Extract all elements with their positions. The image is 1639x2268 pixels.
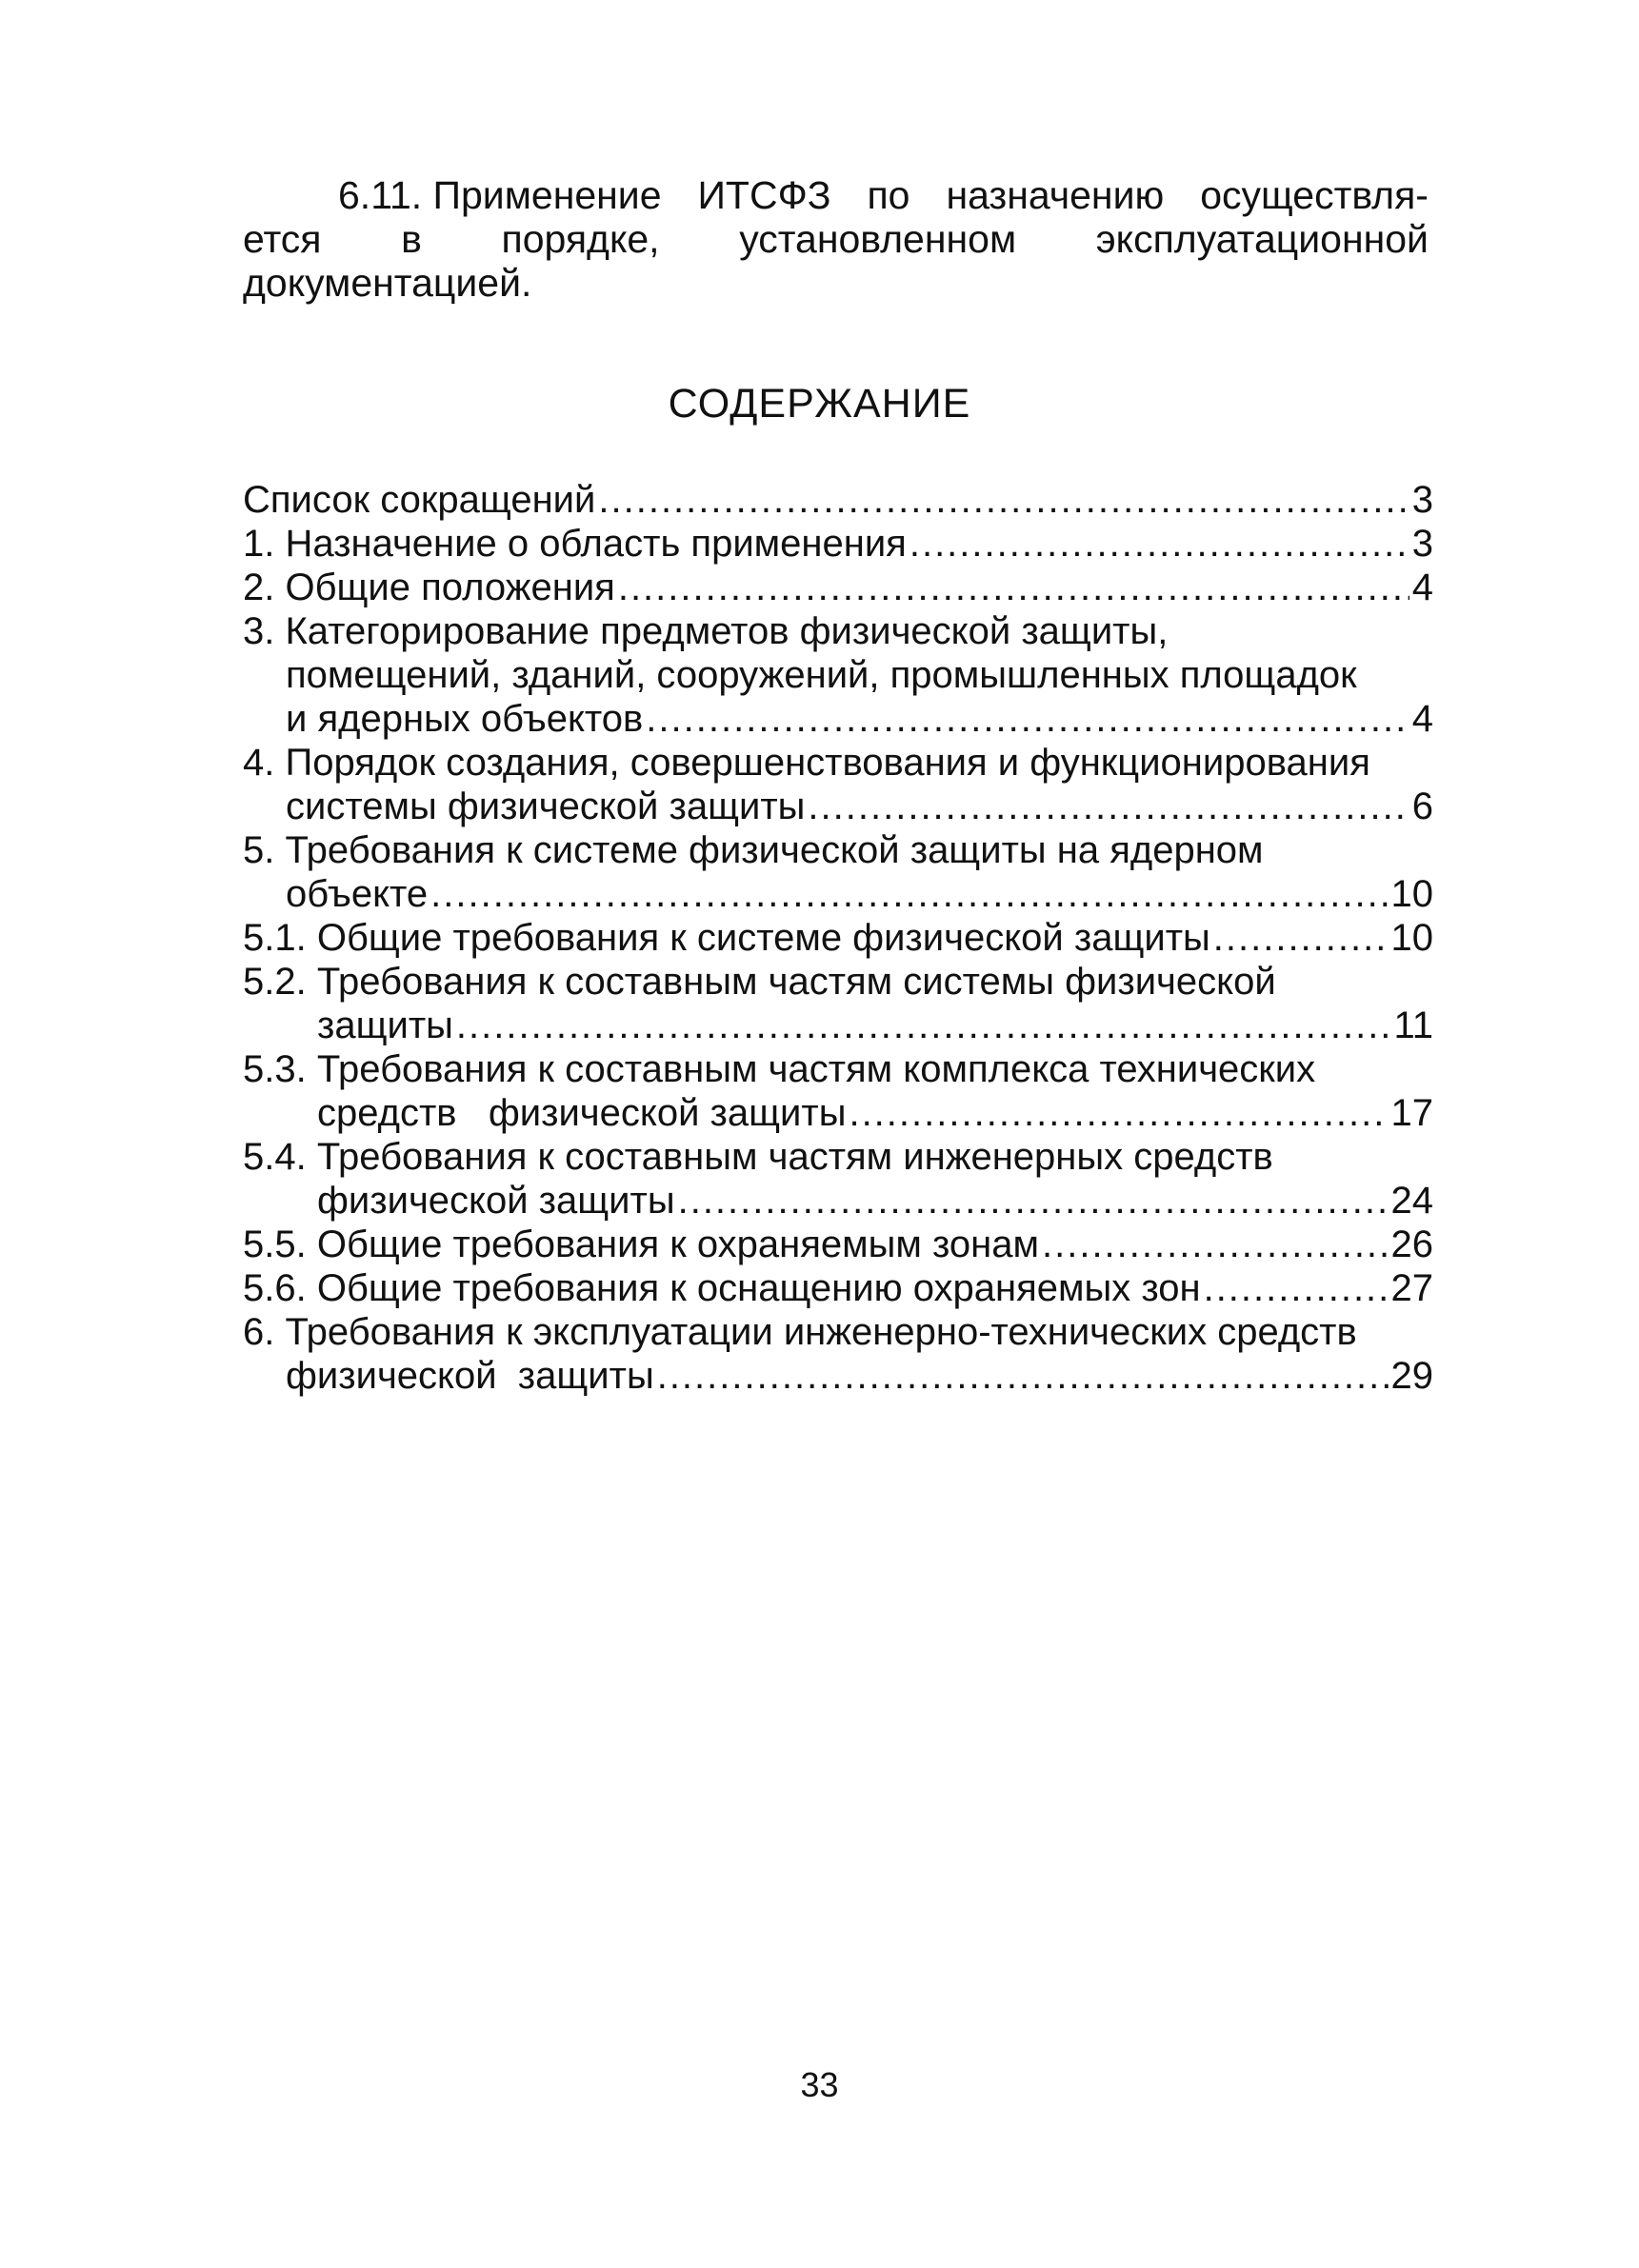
toc-entry-heading-line[interactable] (243, 960, 1433, 1004)
toc-entry-text: 5.3. Требования к составным частям комплекса технических (243, 1048, 1316, 1090)
toc-entry[interactable] (243, 1266, 1433, 1310)
toc-entry[interactable] (243, 566, 1433, 609)
toc-entry-page: 3 (1411, 523, 1433, 565)
toc-entry-page: 4 (1411, 567, 1433, 608)
toc-dot-leader (1213, 916, 1389, 960)
intro-word: осуществля- (1200, 173, 1429, 217)
page-number: 33 (800, 2065, 839, 2104)
toc-dot-leader (430, 872, 1388, 916)
intro-word: эксплуатационной (1095, 217, 1429, 261)
toc-entry-text: и ядерных объектов (286, 698, 644, 740)
toc-entry-heading-line[interactable] (243, 741, 1433, 785)
intro-word: назначению (946, 173, 1165, 217)
intro-word: порядке, (501, 217, 660, 261)
toc-entry[interactable] (243, 522, 1433, 566)
intro-paragraph (243, 173, 1429, 305)
intro-word: 6.11. Применение (338, 173, 662, 217)
toc-entry-page: 10 (1390, 917, 1433, 959)
toc-entry-continuation[interactable] (243, 697, 1433, 741)
intro-line-2 (243, 217, 1429, 261)
toc-dot-leader (1204, 1266, 1389, 1310)
toc-entry-heading-line[interactable] (243, 1310, 1433, 1354)
toc-entry-page: 6 (1411, 786, 1433, 827)
toc-dot-leader (456, 1004, 1391, 1047)
toc-entry-continuation[interactable] (243, 785, 1433, 828)
toc-dot-leader (657, 1354, 1389, 1398)
toc-entry-text: 3. Категорирование предметов физической защиты, (243, 610, 1169, 652)
toc-entry-text: 5.6. Общие требования к оснащению охраняемых зон (243, 1267, 1201, 1309)
toc-entry-text: защиты (317, 1005, 453, 1046)
toc-entry-page: 4 (1411, 698, 1433, 740)
toc-entry-heading-line[interactable] (243, 1047, 1433, 1091)
table-of-contents (243, 478, 1433, 1398)
toc-entry-text: 6. Требования к эксплуатации инженерно-технических средств (243, 1311, 1357, 1353)
toc-entry-text: объекте (286, 873, 429, 915)
toc-entry[interactable] (243, 1223, 1433, 1266)
toc-dot-leader (808, 785, 1409, 828)
toc-entry-continuation[interactable] (243, 1091, 1433, 1135)
intro-line-3 (243, 261, 1429, 305)
toc-entry-page: 11 (1393, 1005, 1433, 1046)
toc-entry-text: физической защиты (286, 1355, 654, 1397)
toc-entry-heading-line[interactable] (243, 1135, 1433, 1179)
intro-word: документацией. (243, 261, 532, 305)
toc-entry-text: Список сокращений (243, 479, 596, 521)
toc-dot-leader (598, 478, 1409, 522)
toc-dot-leader (646, 697, 1409, 741)
toc-entry-heading-line[interactable] (243, 609, 1433, 653)
intro-word: ется (243, 217, 322, 261)
toc-entry-page: 24 (1390, 1180, 1433, 1222)
toc-dot-leader (1042, 1223, 1389, 1266)
toc-entry-page: 17 (1390, 1092, 1433, 1134)
toc-entry-continuation[interactable] (243, 872, 1433, 916)
toc-entry-page: 3 (1411, 479, 1433, 521)
toc-entry-page: 10 (1390, 873, 1433, 915)
toc-entry-text: физической защиты (317, 1180, 675, 1222)
intro-line-1 (243, 173, 1429, 217)
toc-entry-text: 4. Порядок создания, совершенствования и функционирования (243, 742, 1370, 784)
toc-title: СОДЕРЖАНИЕ (668, 381, 971, 427)
toc-entry-continuation[interactable] (243, 1354, 1433, 1398)
toc-dot-leader (618, 566, 1409, 609)
toc-dot-leader (849, 1091, 1388, 1135)
toc-entry-continuation[interactable] (243, 653, 1433, 697)
toc-entry-page: 26 (1390, 1224, 1433, 1265)
toc-entry-text: 5.1. Общие требования к системе физической защиты (243, 917, 1210, 959)
toc-entry[interactable] (243, 916, 1433, 960)
toc-entry-continuation[interactable] (243, 1004, 1433, 1047)
toc-entry-text: средств физической защиты (317, 1092, 847, 1134)
toc-entry-continuation[interactable] (243, 1179, 1433, 1223)
toc-entry-text: системы физической защиты (286, 786, 806, 827)
intro-word: установленном (739, 217, 1017, 261)
toc-entry-text: 5.5. Общие требования к охраняемым зонам (243, 1224, 1039, 1265)
toc-entry-text: помещений, зданий, сооружений, промышленных площадок (286, 654, 1357, 696)
toc-entry-text: 5.4. Требования к составным частям инженерных средств (243, 1136, 1273, 1178)
intro-word: по (867, 173, 910, 217)
toc-entry-heading-line[interactable] (243, 828, 1433, 872)
toc-entry-text: 2. Общие положения (243, 567, 615, 608)
toc-dot-leader (678, 1179, 1389, 1223)
toc-dot-leader (909, 522, 1409, 566)
intro-word: в (401, 217, 422, 261)
toc-entry-page: 27 (1390, 1267, 1433, 1309)
toc-entry-text: 5. Требования к системе физической защиты на ядерном (243, 829, 1264, 871)
toc-entry-text: 1. Назначение о область применения (243, 523, 907, 565)
toc-entry[interactable] (243, 478, 1433, 522)
toc-entry-text: 5.2. Требования к составным частям системы физической (243, 961, 1276, 1003)
intro-word: ИТСФЗ (697, 173, 831, 217)
toc-entry-page: 29 (1390, 1355, 1433, 1397)
